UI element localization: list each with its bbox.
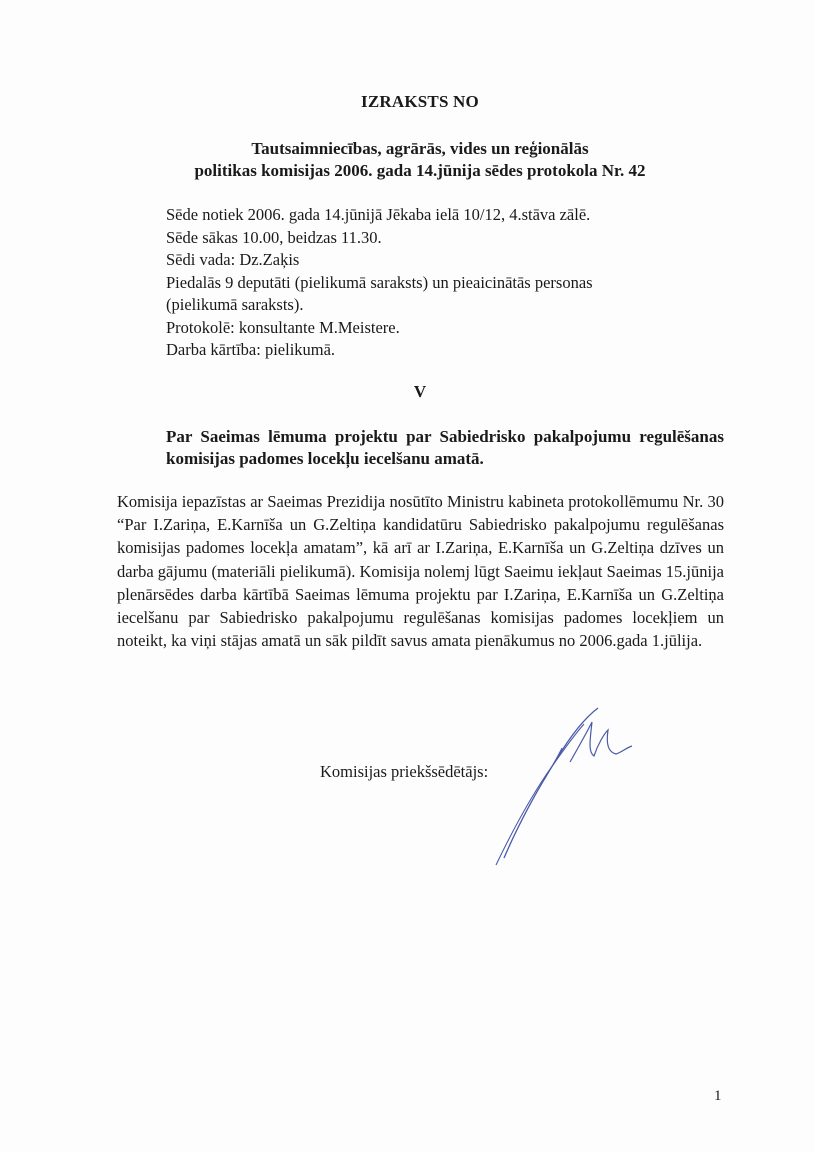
section-number: V — [413, 382, 427, 401]
page-number: 1 — [714, 1088, 722, 1104]
meeting-location: Sēde notiek 2006. gada 14.jūnijā Jēkaba ielā 10/12, 4.stāva zālē. — [166, 205, 591, 224]
document-title: IZRAKSTS NO — [361, 92, 479, 111]
meeting-agenda-note: Darba kārtība: pielikumā. — [166, 340, 336, 359]
meeting-details — [166, 204, 726, 362]
meeting-participants-note: (pielikumā saraksts). — [166, 295, 304, 314]
meeting-chair: Sēdi vada: Dz.Zaķis — [166, 250, 300, 269]
agenda-item-heading: Par Saeimas lēmuma projektu par Sabiedrisko pakalpojumu regulēšanas komisijas padomes locekļu iecelšanu amatā. — [166, 427, 724, 468]
document-subtitle — [0, 138, 815, 182]
signature-icon — [486, 700, 646, 870]
signature-label: Komisijas priekšsēdētājs: — [320, 762, 489, 781]
meeting-secretary: Protokolē: konsultante M.Meistere. — [166, 317, 400, 337]
meeting-time: Sēde sākas 10.00, beidzas 11.30. — [166, 227, 382, 247]
decision-paragraph: Komisija iepazīstas ar Saeimas Prezidija nosūtīto Ministru kabineta protokollēmumu Nr. 30 “Par I.Zariņa, E.Karnīša un G.Zeltiņa kandidatūru Sabiedrisko pakalpojumu regulēšanas komisijas padomes locekļa amatam”, kā arī ar I.Zariņa, E.Karnīša un G.Zeltiņa dzīves un darba gājumu (materiāli pielikumā). Komisija nolemj lūgt Saeimu iekļaut Saeimas 15.jūnija plenārsēdes darba kārtībā Saeimas lēmuma projektu par I.Zariņa, E.Karnīša un G.Zeltiņa iecelšanu par Sabiedrisko pakalpojumu regulēšanas komisijas padomes locekļiem un noteikt, ka viņi stājas amatā un sāk pildīt savus amata pienākumus no 2006.gada 1.jūlija. — [117, 492, 724, 651]
subtitle-line-1: Tautsaimniecības, agrārās, vides un reģionālās — [251, 139, 589, 158]
subtitle-line-2: politikas komisijas 2006. gada 14.jūnija sēdes protokola Nr. 42 — [194, 161, 646, 180]
meeting-participants: Piedalās 9 deputāti (pielikumā saraksts) un pieaicinātās personas — [166, 272, 593, 292]
